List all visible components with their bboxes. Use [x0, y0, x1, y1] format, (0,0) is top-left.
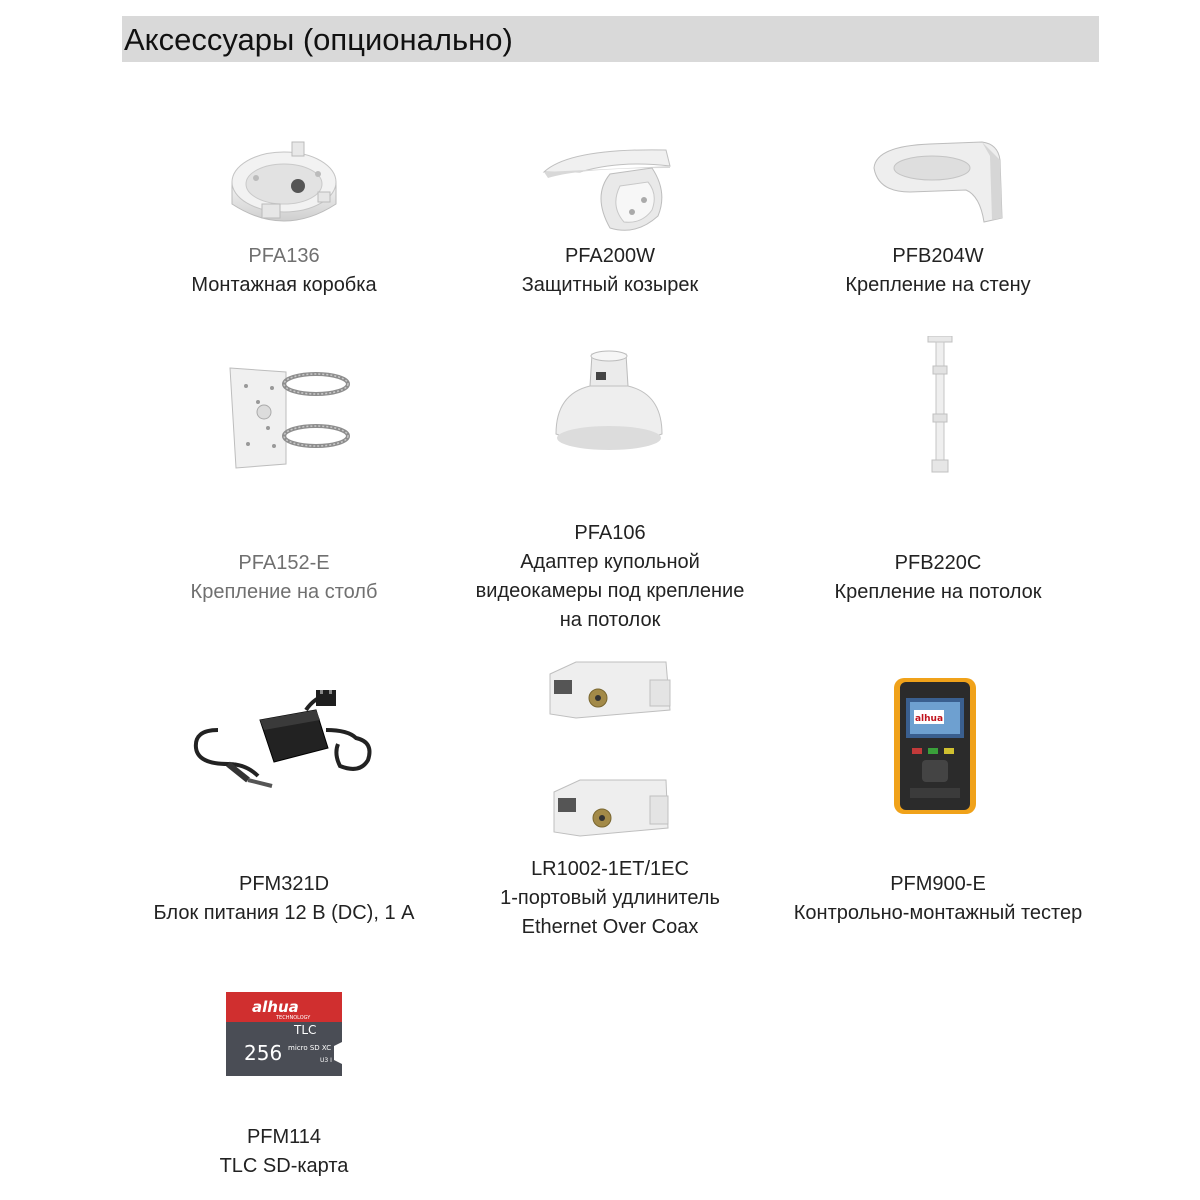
tester-brand: alhua [914, 714, 944, 724]
card-brand: alhua [252, 998, 299, 1016]
eoc-extender-image [546, 660, 674, 840]
sd-card-image [222, 988, 346, 1080]
card-capacity: 256 [244, 1041, 283, 1065]
item-model: PFA200W [564, 245, 656, 267]
item-description: Защитный козырек [521, 274, 699, 296]
item-model: PFA136 [248, 245, 320, 267]
item-description: Монтажная коробка [191, 274, 377, 296]
item-description-line: видеокамеры под крепление [475, 580, 745, 602]
power-adapter-image [188, 690, 378, 790]
item-description: Блок питания 12 В (DC), 1 А [153, 902, 415, 924]
item-description-line: Ethernet Over Coax [521, 916, 699, 938]
item-description-line: на потолок [559, 609, 661, 631]
card-speed: U3 I [320, 1057, 332, 1064]
page-title: Аксессуары (опционально) [124, 22, 513, 57]
item-model: PFM321D [238, 873, 330, 895]
item-model: LR1002-1ET/1EC [531, 858, 689, 880]
ceiling-mount-image [926, 336, 954, 476]
item-description: Крепление на столб [190, 581, 378, 603]
card-sub: TECHNOLOGY [276, 1015, 311, 1021]
item-model: PFB220C [894, 552, 982, 574]
junction-box-image [226, 134, 342, 234]
dome-adapter-image [550, 350, 668, 454]
item-model: PFM900-E [890, 873, 986, 895]
item-description: TLC SD-карта [219, 1155, 349, 1177]
item-model: PFM114 [246, 1126, 322, 1148]
card-type: TLC [294, 1023, 317, 1037]
item-description-line: Адаптер купольной [520, 551, 700, 573]
item-model: PFB204W [892, 245, 984, 267]
wall-mount-image [870, 138, 1010, 228]
item-description: Крепление на стену [845, 274, 1031, 296]
pole-mount-image [228, 366, 352, 470]
tester-image [892, 676, 978, 816]
item-model: PFA106 [574, 522, 646, 544]
item-description-line: 1-портовый удлинитель [500, 887, 720, 909]
item-description: Крепление на потолок [834, 581, 1042, 603]
item-model: PFA152-E [238, 552, 330, 574]
item-description: Контрольно-монтажный тестер [793, 902, 1083, 924]
card-class: micro SD XC [288, 1044, 332, 1052]
section-header [122, 16, 1099, 62]
rain-shade-image [540, 146, 676, 238]
